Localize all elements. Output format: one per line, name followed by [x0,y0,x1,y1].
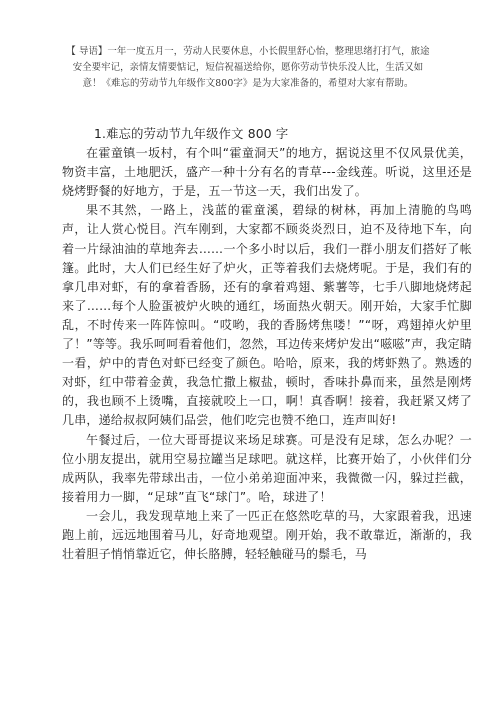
article-paragraph-2: 果不其然，一路上，浅蓝的霍童溪，碧绿的树林，再加上清脆的鸟鸣声，让人赏心悦目。汽车刚到，大家都不顾炎炎烈日，迫不及待地下车，向着一片绿油油的草地奔去……一个多小时以后，我们一群小朋友们搭好了帐篷。此时，大人们已经生好了炉火，正等着我们去烧烤呢。于是，我们有的拿几串对虾，有的拿着香肠，还有的拿着鸡翅、紫薯等，七手八脚地烧烤起来了……每个人脸蛋被炉火映的通红，场面热火朝天。刚开始，大家手忙脚乱，不时传来一阵阵惊叫。“哎哟，我的香肠烤焦喽！”“呀，鸡翅掉火炉里了！”等等。我乐呵呵看着他们，忽然，耳边传来烤炉发出“嗞嗞”声，我定睛一看，炉中的青色对虾已经变了颜色。哈哈，原来，我的烤虾熟了。熟透的对虾，红中带着金黄，我急忙撒上椒盐，顿时，香味扑鼻而来，虽然是刚烤的，我也顾不上烫嘴，直接就咬上一口，啊！真香啊！接着，我赶紧又烤了几串，递给叔叔阿姨们品尝，他们吃完也赞不绝口，连声叫好! [62,203,472,428]
intro-paragraph: 【 导语】一年一度五月一，劳动人民要休息，小长假里舒心怡，整理思绪打打气，旅途安全要牢记，亲情友情要惦记，短信祝福送给你，愿你劳动节快乐没人比，生活又如意！《难忘的劳动节九年级作文800字》是为大家准备的，希望对大家有帮助。 [66,46,430,89]
article-body [62,125,472,564]
article-paragraph-1: 在霍童镇一坂村，有个叫“霍童洞天”的地方，据说这里不仅风景优美，物资丰富，土地肥沃，盛产一种十分有名的青草---金线莲。听说，这里还是烧烤野餐的好地方，于是，五一节这一天，我们出发了。 [62,146,472,199]
article-paragraph-4: 一会儿，我发现草地上来了一匹正在悠然吃草的马，大家跟着我，迅速跑上前，远远地围着马儿，好奇地观望。刚开始，我不敢靠近，渐渐的，我壮着胆子悄悄靠近它，伸长胳膊，轻轻触碰马的鬃毛，马 [62,508,472,562]
article-heading: 1.难忘的劳动节九年级作文 800 字 [94,127,289,141]
article-paragraph-3: 午餐过后，一位大哥哥提议来场足球赛。可是没有足球，怎么办呢？一位小朋友提出，就用空易拉罐当足球吧。就这样，比赛开始了，小伙伴们分成两队，我率先带球出击，一位小弟弟迎面冲来，我微微一闪，躲过拦截，接着用力一脚，“足球”直飞“球门”。哈，球进了！ [62,432,472,504]
